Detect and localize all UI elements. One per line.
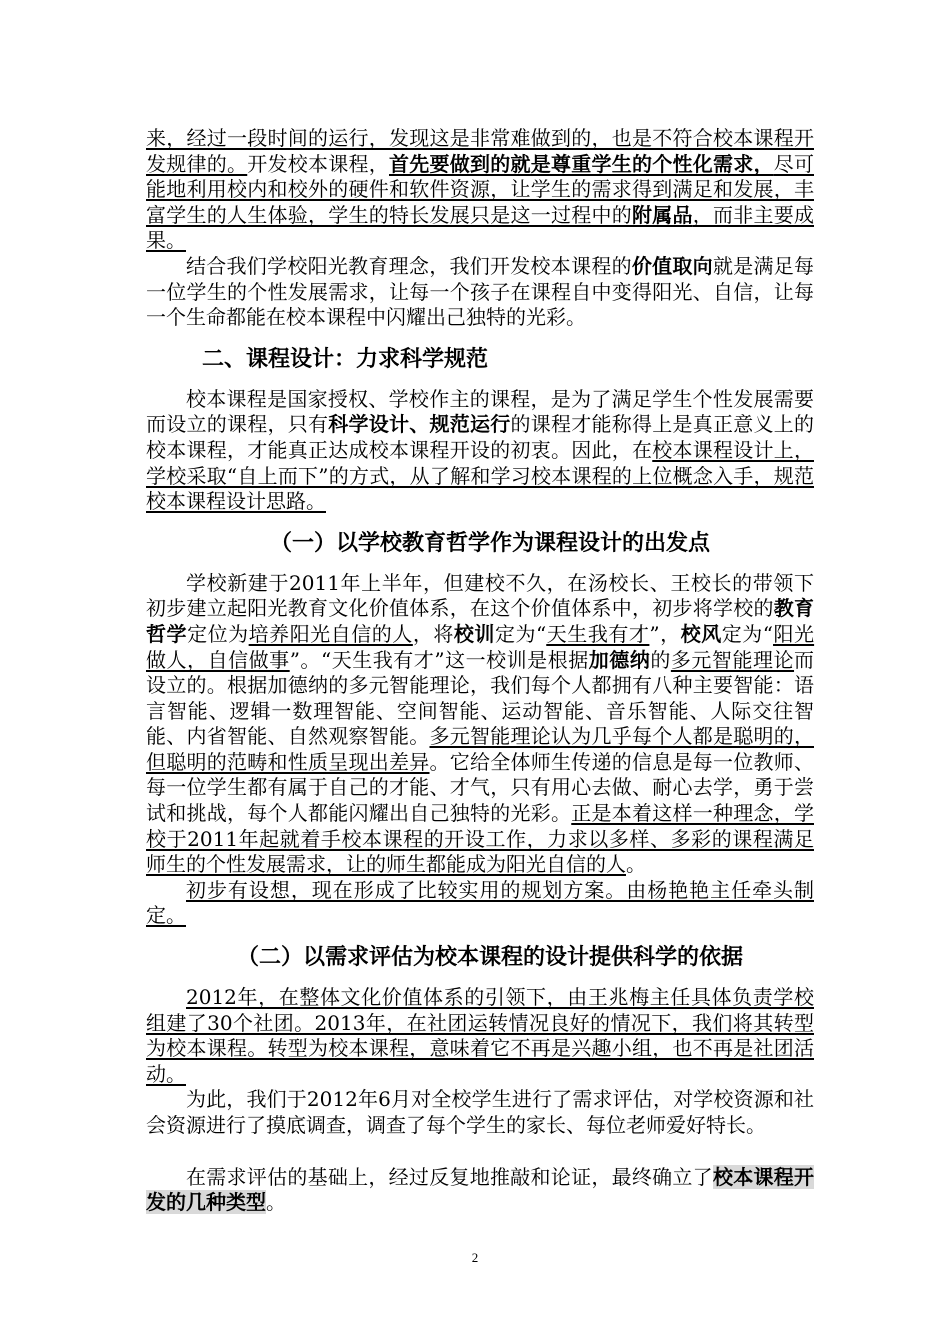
paragraph-8 [146,1165,814,1216]
highlighted-bold-text: 校本课程开发的几种类型 [146,1164,815,1215]
text-run: 尽可能地利用校内和校外的硬件和软件资源，让学生的需求得到满足和发展，丰富学生的人生体验，学生的特长发展只是这一过程中的 [146,151,814,227]
text-run: 正是本着这样一种理念，学校于2011年起就着手校本课程的开设工作，力求以多样、多彩的课程满足师生的个性发展需求，让的师生都能成为阳光自信的人 [146,801,814,877]
paragraph-6 [146,985,814,1087]
text-run: 开发校本课程， [247,151,389,176]
text-run: 。 [266,1190,286,1215]
text-run: 定位为 [187,621,249,646]
text-run: 培养阳光自信的人 [248,621,413,646]
bold-text: 首先要做到的就是尊重学生的个性化需求， [389,151,774,176]
text-run: ，而非主要成果。 [146,202,814,253]
bold-text: 校训 [453,621,495,646]
text-run: 来，经过一段时间的运行，发现这是非常难做到的，也是不符合校本课程开发规律的。 [146,126,814,176]
text-run: 。它给全体师生传递的信息是每一位教师、每一位学生都有属于自己的才能、才气，只有用心去做、耐心去学，勇于尝试和挑战，每个人都能闪耀出自己独特的光彩。 [146,749,814,826]
text-run: 多元智能理论认为几乎每个人都是聪明的，但聪明的范畴和性质呈现出差异 [146,724,814,774]
text-run: 。 [626,852,646,877]
paragraph-3 [146,387,814,515]
subsection-heading-2: （二）以需求评估为校本课程的设计提供科学的依据 [236,945,743,971]
text-run: 多元智能理论 [670,647,795,672]
text-run: 阳光做人，自信做事 [146,621,815,672]
text-run: ”。“天生我有才”这一校训是根据 [289,647,589,672]
text-run: 2012年，在整体文化价值体系的引领下，由王兆梅主任具体负责学校组建了30个社团。2013年，在社团运转情况良好的情况下，我们将其转型为校本课程。转型为校本课程，意味着它不再是兴趣小组，也不再是社团活动。 [146,985,814,1086]
text-run: ，将 [412,621,454,646]
paragraph-1 [146,126,814,254]
paragraph-5 [146,878,814,929]
text-run: 的 [650,647,671,672]
text-run: 就是满足每一位学生的个性发展需求，让每一个孩子在课程自中变得阳光、自信，让每一个生命都能在校本课程中闪耀出己独特的光彩。 [146,253,815,330]
subsection-heading-1: （一）以学校教育哲学作为课程设计的出发点 [269,530,710,556]
text-run: 学校新建于2011年上半年，但建校不久，在汤校长、王校长的带领下初步建立起阳光教育文化价值体系，在这个价值体系中，初步将学校的 [146,570,814,621]
text-run: 天生我有才 [546,621,650,646]
text-run: 的课程才能称得上是真正意义上的校本课程，才能真正达成校本课程开设的初衷。因此，在 [146,412,814,462]
text-run: 定为“ [494,621,547,646]
paragraph-7 [146,1087,814,1138]
bold-text: 科学设计、规范运行 [328,412,511,437]
bold-text: 校风 [680,621,722,646]
text-run: 结合我们学校阳光教育理念，我们开发校本课程的 [186,253,632,278]
text-run: 而设立的。根据加德纳的多元智能理论，我们每个人都拥有八种主要智能：语言智能、逻辑一数理智能、空间智能、运动智能、音乐智能、人际交往智能、内省智能、自然观察智能。 [146,647,815,749]
section-heading: 二、课程设计：力求科学规范 [202,346,489,372]
text-run: 初步有设想，现在形成了比较实用的规划方案。由杨艳艳主任牵头制定。 [146,877,814,928]
text-run: 校本课程是国家授权、学校作主的课程，是为了满足学生个性发展需要而设立的课程，只有 [146,386,814,437]
bold-text: 价值取向 [631,253,713,278]
text-run: 为此，我们于2012年6月对全校学生进行了需求评估，对学校资源和社会资源进行了摸底调查，调查了每个学生的家长、每位老师爱好特长。 [146,1087,814,1137]
text-run: 校本课程设计上，学校采取“自上而下”的方式，从了解和学习校本课程的上位概念入手，规范校本课程设计思路。 [146,437,814,514]
paragraph-2 [146,254,814,331]
text-run: 定为“ [721,621,774,646]
text-run: 在需求评估的基础上，经过反复地推敲和论证，最终确立了 [186,1164,713,1189]
bold-text: 附属品 [632,202,693,227]
blank-line [146,1139,814,1165]
text-run: ”， [649,621,681,646]
paragraph-4 [146,571,814,878]
bold-text: 加德纳 [588,647,651,672]
bold-text: 教育哲学 [146,596,814,646]
page-number: 2 [471,1250,479,1265]
page-content [146,126,814,1216]
